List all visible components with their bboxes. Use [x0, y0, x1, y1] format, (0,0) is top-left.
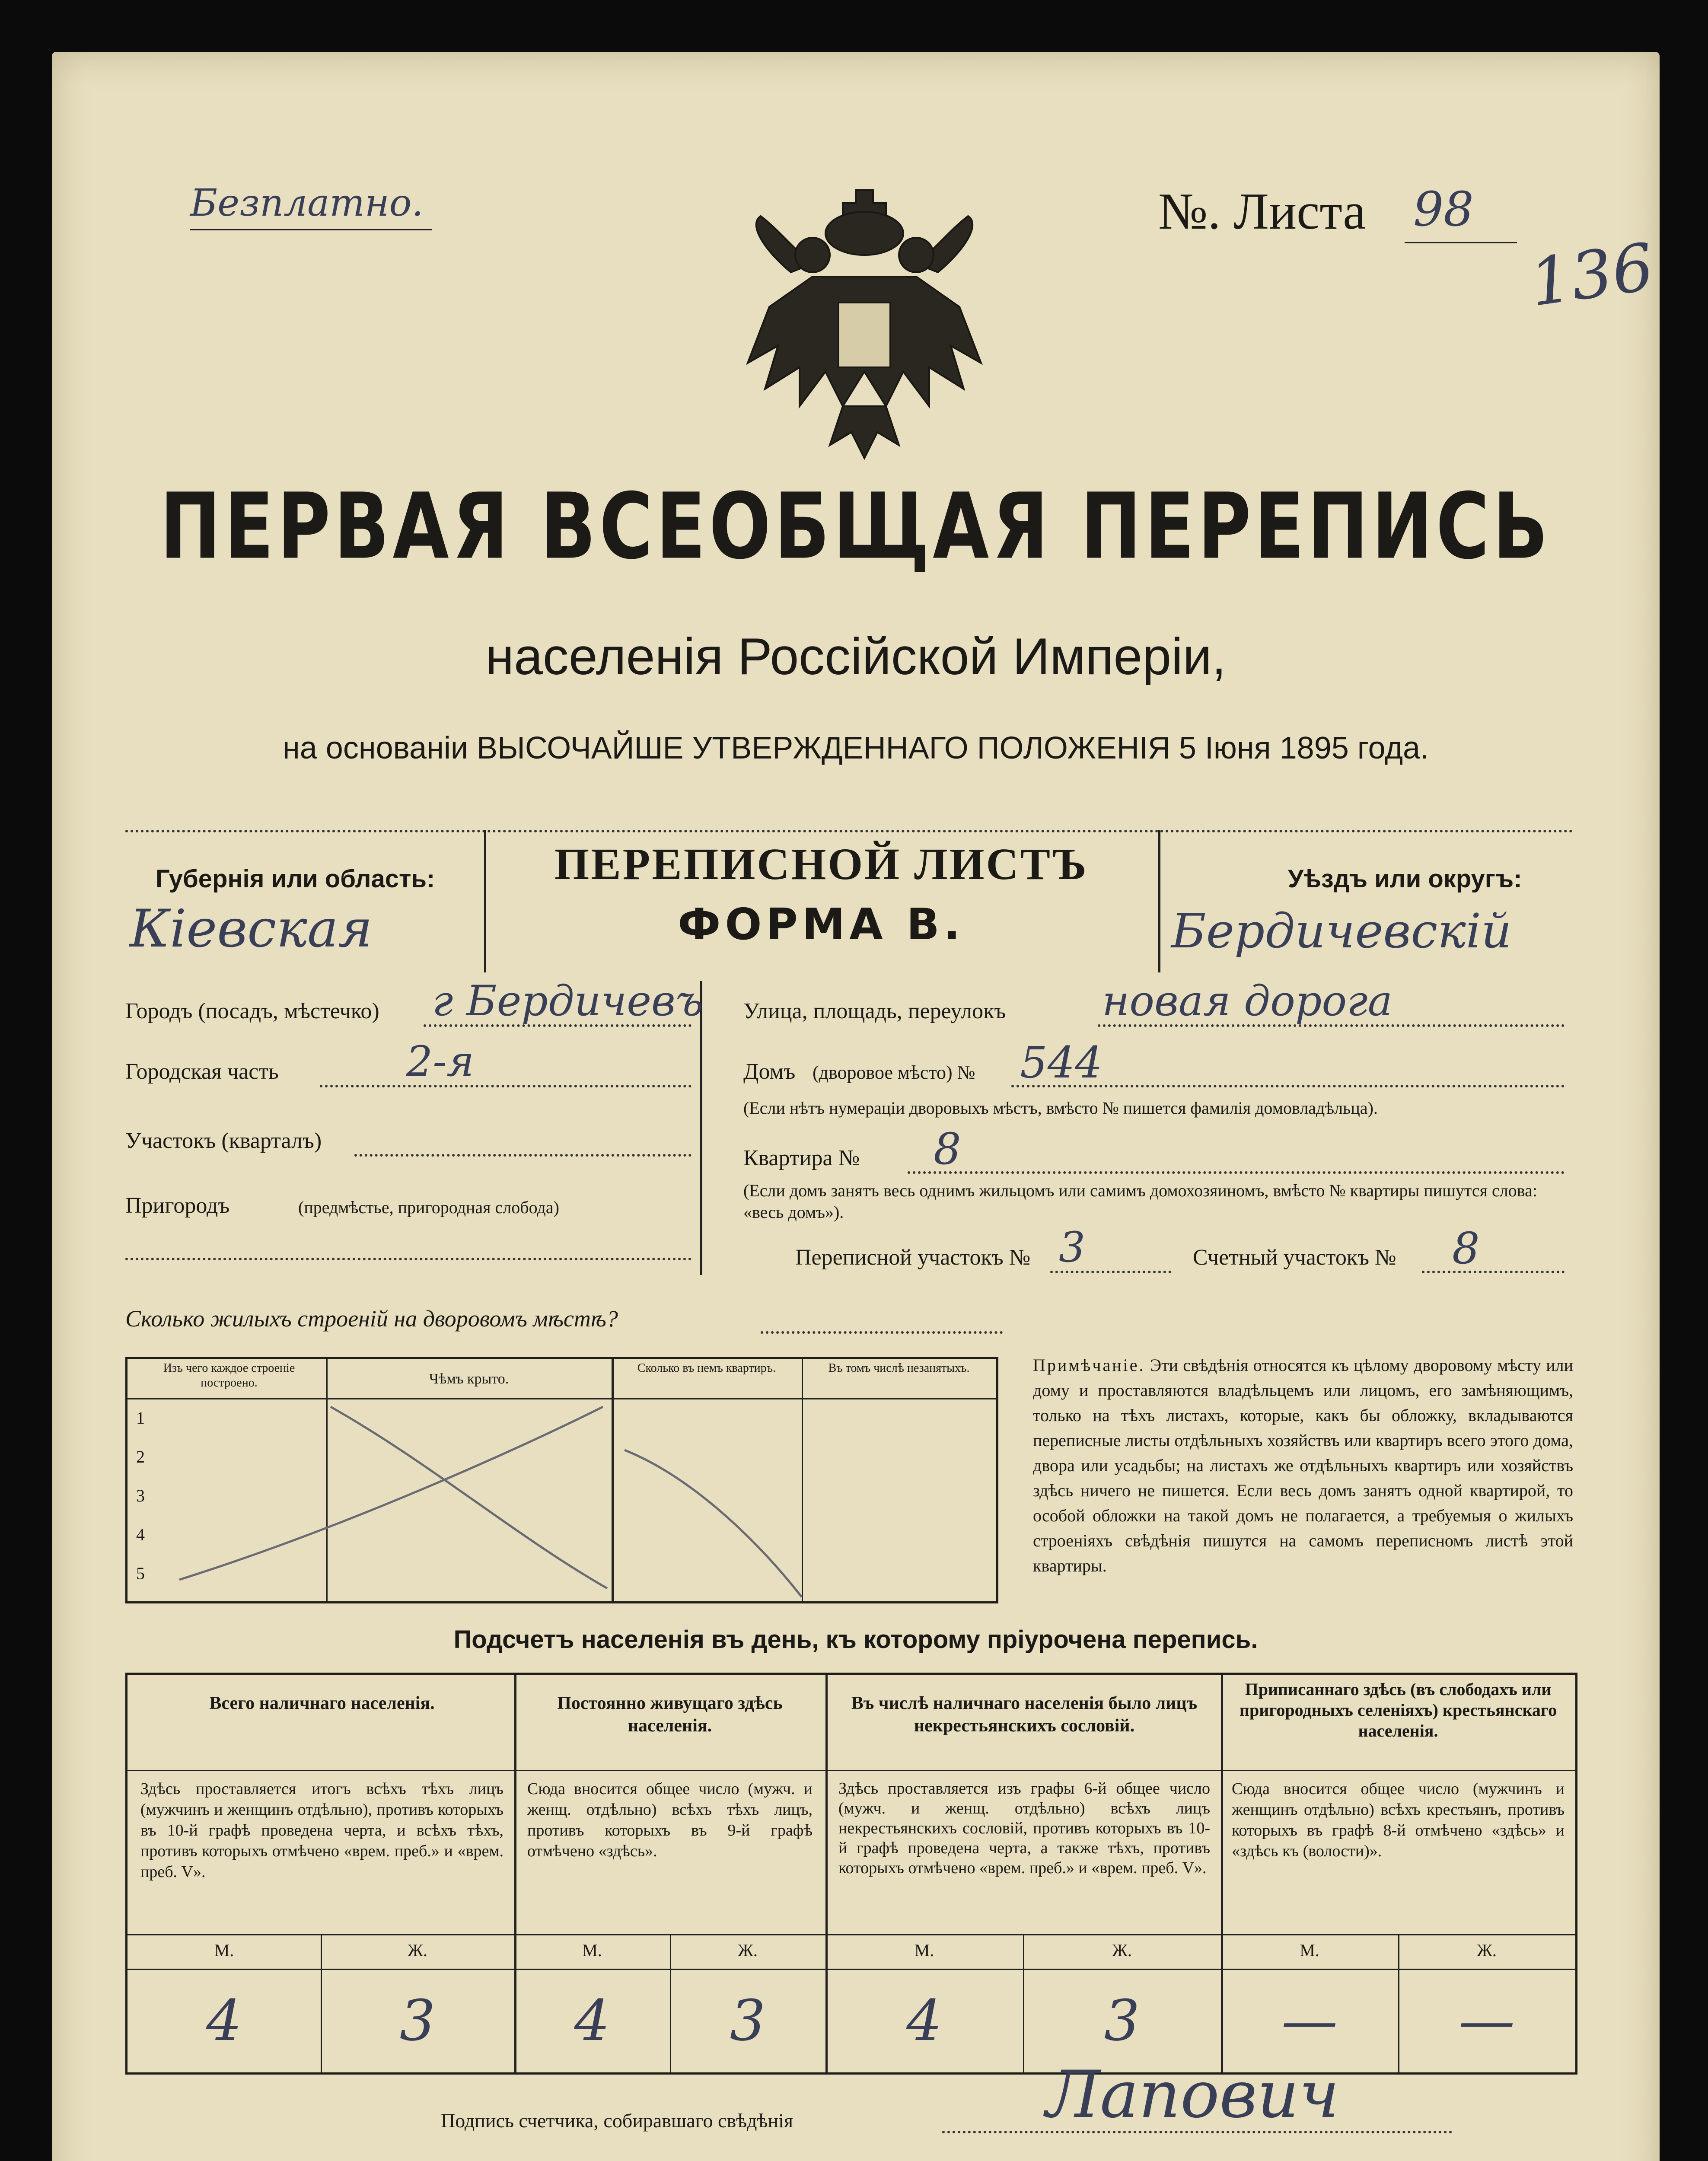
count-permanent-male: 4	[574, 1988, 610, 2053]
count-col-nonpeasant-desc: Здѣсь проставляется изъ графы 6-й общее число (мужч. и женщ. отдѣльно) всѣхъ лицъ некрестьянскихъ сословій, противъ которыхъ въ 10-й графѣ проведена черта, а также тѣхъ, противъ которыхъ отмѣчено «врем. преб.» и «врем. преб. V».	[838, 1779, 1210, 1877]
form-block-right-rule	[1158, 830, 1160, 972]
buildings-col-flats: Сколько въ немъ квартиръ.	[637, 1361, 776, 1375]
census-district-value: 3	[1059, 1223, 1086, 1272]
signature-label: Подпись счетчика, собиравшаго свѣдѣнія	[441, 2110, 793, 2132]
count-district-label: Счетный участокъ №	[1193, 1245, 1396, 1270]
buildings-col-roof: Чѣмъ крыто.	[429, 1371, 509, 1387]
basis-line: на основаніи ВЫСОЧАЙШЕ УТВЕРЖДЕННАГО ПОЛОЖЕНІЯ 5 Іюня 1895 года.	[282, 731, 1429, 765]
count-total-female: 3	[399, 1988, 436, 2053]
buildings-note	[1033, 1353, 1573, 1578]
count-col-permanent-title: Постоянно живущаго здѣсь населенія.	[557, 1693, 783, 1736]
buildings-answer-line	[761, 1331, 1003, 1334]
count-col-peasant-desc: Сюда вносится общее число (мужчинъ и женщинъ отдѣльно) всѣхъ крестьянъ, противъ которыхъ въ графѣ 8-й отмѣчено «здѣсь» и «здѣсь къ (волости)».	[1232, 1780, 1565, 1860]
count-title-rule	[127, 1770, 1575, 1771]
suburb-note: (предмѣстье, пригородная слобода)	[298, 1198, 559, 1217]
population-count-table	[125, 1673, 1577, 2075]
count-nonpeasant-female: 3	[1104, 1988, 1140, 2053]
count-mf-rule	[127, 1969, 1575, 1970]
house-footnote: (Если нѣтъ нумераціи дворовыхъ мѣстъ, вмѣсто № пишется фамилія домовладѣльца).	[743, 1098, 1378, 1118]
buildings-col-vacant: Въ томъ числѣ незанятыхъ.	[828, 1361, 970, 1375]
count-m-label: М.	[582, 1941, 602, 1960]
count-f-label: Ж.	[408, 1941, 427, 1960]
form-name: ПЕРЕПИСНОЙ ЛИСТЪ	[554, 839, 1088, 889]
district-label: Участокъ (кварталъ)	[125, 1128, 322, 1153]
count-permanent-female: 3	[730, 1988, 766, 2053]
house-note: (дворовое мѣсто) №	[813, 1062, 975, 1083]
count-f-label: Ж.	[1112, 1941, 1132, 1960]
count-peasant-male: —	[1281, 1988, 1338, 2053]
city-label: Городъ (посадъ, мѣстечко)	[125, 999, 379, 1023]
count-col-peasant-title: Приписаннаго здѣсь (въ слободахъ или пригородныхъ селеніяхъ) крестьянскаго населенія.	[1239, 1680, 1557, 1740]
house-label: Домъ	[743, 1059, 796, 1084]
city-part-value: 2-я	[406, 1037, 475, 1086]
count-col-nonpeasant-title: Въ числѣ наличнаго населенія было лицъ некрестьянскихъ сословій.	[851, 1693, 1198, 1736]
gubernia-label: Губернія или область:	[156, 865, 435, 893]
count-heading: Подсчетъ населенія въ день, къ которому пріурочена перепись.	[453, 1626, 1258, 1654]
enumerator-signature: Лапович	[1046, 2057, 1339, 2132]
buildings-row-number: 2	[136, 1447, 145, 1466]
free-label: Безплатно.	[190, 182, 424, 225]
buildings-row-number: 3	[136, 1486, 145, 1505]
count-desc-rule	[127, 1934, 1575, 1935]
count-col-total-desc: Здѣсь проставляется итогъ всѣхъ тѣхъ лицъ (мужчинъ и женщинъ отдѣльно), противъ которыхъ въ 10-й графѣ проведена черта, и всѣхъ тѣхъ, противъ которыхъ отмѣчено «врем. преб.» и «врем. преб. V».	[140, 1780, 503, 1881]
street-value: новая дорога	[1102, 977, 1393, 1025]
sheet-no-value: 98	[1413, 182, 1474, 237]
buildings-row-number: 5	[136, 1564, 145, 1583]
signature-line	[942, 2131, 1452, 2133]
flat-label: Квартира №	[743, 1146, 860, 1170]
city-part-line	[320, 1085, 691, 1087]
count-total-male: 4	[206, 1988, 242, 2053]
note-heading: Примѣчаніе.	[1033, 1355, 1145, 1375]
count-m-label: М.	[914, 1941, 934, 1960]
crossed-out-pencil-marks	[127, 1398, 996, 1601]
count-col-permanent-desc: Сюда вносится общее число (мужч. и женщ. отдѣльно) всѣхъ тѣхъ лицъ, противъ которыхъ въ 9-й графѣ отмѣчено «здѣсь».	[527, 1780, 813, 1860]
house-value: 544	[1020, 1037, 1103, 1088]
census-district-line	[1050, 1271, 1171, 1273]
count-peasant-female: —	[1459, 1988, 1515, 2053]
count-f-label: Ж.	[738, 1941, 758, 1960]
uezd-label: Уѣздъ или округъ:	[1288, 865, 1522, 893]
sheet-no-label: №. Листа	[1158, 182, 1366, 240]
top-dotted-rule	[125, 830, 1573, 832]
street-label: Улица, площадь, переулокъ	[743, 999, 1006, 1023]
buildings-row-number: 4	[136, 1525, 145, 1544]
double-headed-eagle-emblem	[713, 164, 1016, 467]
note-text: Эти свѣдѣнія относятся къ цѣлому дворовому мѣсту или дому и проставляются владѣльцемъ или лицомъ, его замѣняющимъ, только на тѣхъ листахъ, которые, какъ бы обложку, вкладываются переписные листы отдѣльныхъ хозяйствъ или квартиръ всего этого дома, двора или усадьбы; на листахъ же отдѣльныхъ квартиръ или хозяйствъ здѣсь ничего не пишется. Если весь домъ занятъ одной квартирой, то особой обложки на такой домъ не полагается, а требуемыя о жилыхъ строеніяхъ свѣдѣнія пишутся на самомъ переписномъ листѣ этой квартиры.	[1033, 1355, 1573, 1575]
buildings-col-material: Изъ чего каждое строеніе построено.	[163, 1361, 295, 1390]
count-district-line	[1422, 1271, 1565, 1273]
street-line	[1098, 1024, 1565, 1027]
count-nonpeasant-male: 4	[906, 1988, 942, 2053]
flat-footnote: (Если домъ занятъ весь однимъ жильцомъ или самимъ домохозяиномъ, вмѣсто № квартиры пишутся слова: «весь домъ»).	[743, 1181, 1537, 1222]
house-line	[1011, 1085, 1565, 1087]
main-title: ПЕРВАЯ ВСЕОБЩАЯ ПЕРЕПИСЬ	[160, 473, 1552, 580]
address-divider	[700, 981, 702, 1275]
census-district-label: Переписной участокъ №	[795, 1245, 1031, 1270]
suburb-label: Пригородъ	[125, 1193, 230, 1218]
city-value: г Бердичевъ	[432, 977, 703, 1025]
count-district-value: 8	[1452, 1223, 1480, 1274]
sheet-no-underline	[1405, 242, 1517, 243]
count-col-total-title: Всего наличнаго населенія.	[209, 1693, 435, 1713]
flat-line	[908, 1171, 1565, 1174]
district-line	[354, 1154, 691, 1157]
suburb-line	[125, 1258, 691, 1260]
gubernia-value: Кіевская	[130, 899, 373, 959]
count-f-label: Ж.	[1477, 1941, 1497, 1960]
buildings-table	[125, 1357, 998, 1603]
form-variant: ФОРМА В.	[678, 899, 965, 950]
count-m-label: М.	[214, 1941, 234, 1960]
uezd-value: Бердичевскій	[1171, 903, 1512, 959]
count-m-label: М.	[1300, 1941, 1319, 1960]
city-part-label: Городская часть	[125, 1059, 279, 1084]
census-form-sheet	[52, 52, 1660, 2161]
buildings-question: Сколько жилыхъ строеній на дворовомъ мѣстѣ?	[125, 1306, 618, 1332]
archive-number: 136	[1525, 229, 1659, 322]
city-line	[424, 1024, 691, 1027]
subtitle: населенія Россійской Имперіи,	[485, 628, 1227, 685]
free-label-underline	[190, 229, 432, 230]
flat-value: 8	[934, 1124, 961, 1174]
buildings-row-number: 1	[136, 1408, 145, 1428]
